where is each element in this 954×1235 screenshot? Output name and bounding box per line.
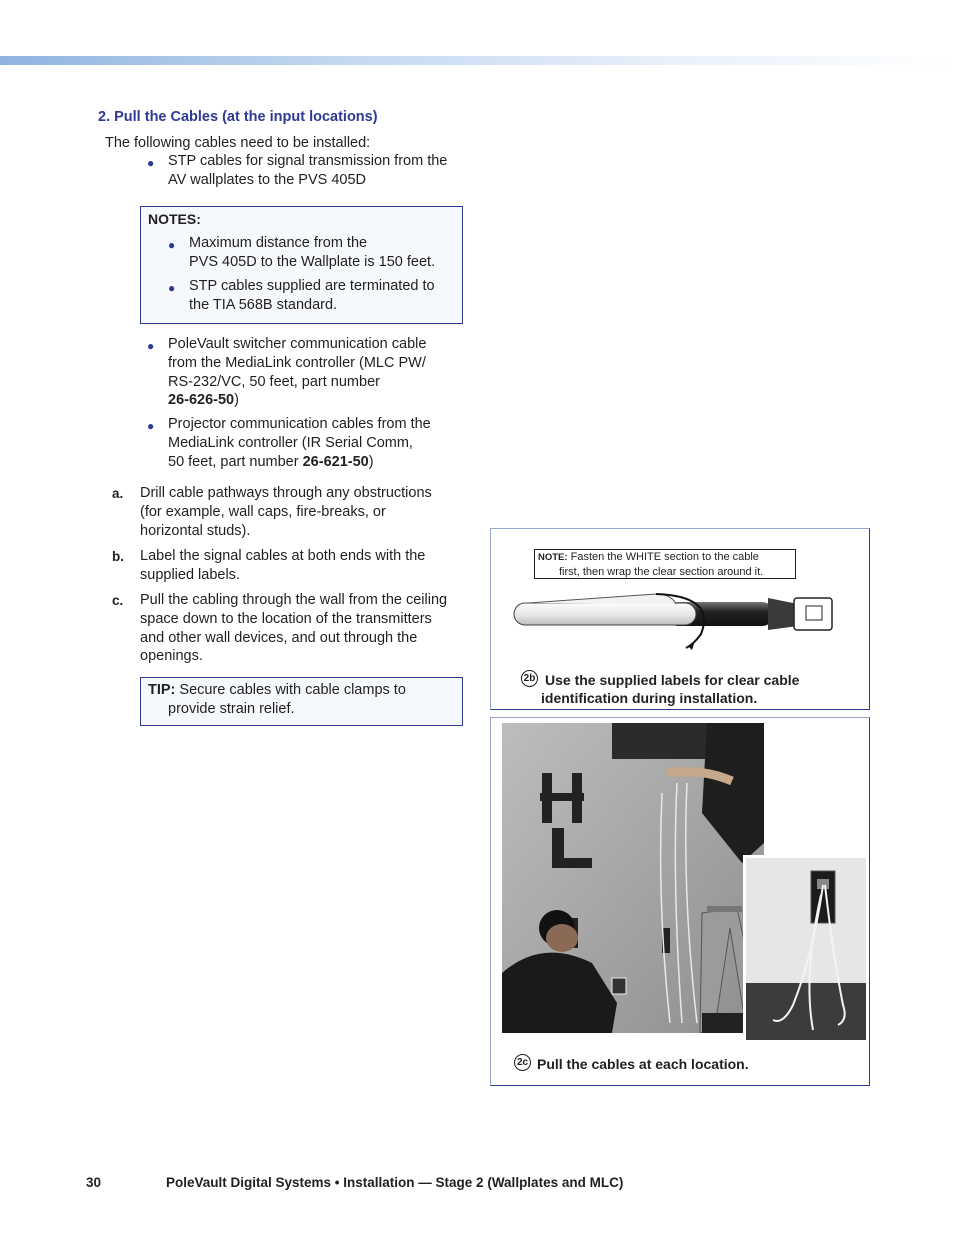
step-c-label: c. bbox=[112, 593, 124, 608]
bullet-icon: ● bbox=[168, 238, 176, 252]
figure-badge-2b: 2b bbox=[521, 670, 538, 687]
bullet-icon: ● bbox=[147, 419, 155, 433]
step-a-label: a. bbox=[112, 486, 124, 501]
bullet-stp-cables: STP cables for signal transmission from the AV wallplates to the PVS 405D bbox=[168, 153, 448, 188]
notes-box bbox=[140, 206, 463, 324]
figure-2b-caption: Use the supplied labels for clear cable identification during installation. bbox=[541, 672, 800, 706]
figure-2c-caption: Pull the cables at each location. bbox=[537, 1056, 749, 1072]
tip-box bbox=[140, 677, 463, 726]
note-tia-standard: STP cables supplied are terminated to the TIA 568B standard. bbox=[189, 278, 435, 313]
figure-note-box: NOTE: Fasten the WHITE section to the cable first, then wrap the clear section around it. bbox=[534, 549, 796, 579]
footer-title: PoleVault Digital Systems • Installation — Stage 2 (Wallplates and MLC) bbox=[166, 1175, 624, 1190]
bullet-mlc-cable: PoleVault switcher communication cable from the MediaLink controller (MLC PW/ RS-232/VC, 50 feet, part number 26-626-50) bbox=[168, 336, 427, 409]
figure-2c bbox=[490, 717, 870, 1086]
cable-label-illustration bbox=[506, 584, 856, 654]
part-number: 26-621-50 bbox=[302, 453, 369, 470]
step-b-text: Label the signal cables at both ends with the supplied labels. bbox=[140, 548, 426, 583]
installation-photo bbox=[502, 723, 764, 1033]
notes-title: NOTES: bbox=[148, 211, 201, 227]
tip-text: TIP: Secure cables with cable clamps to provide strain relief. bbox=[148, 682, 406, 717]
header-gradient-bar bbox=[0, 56, 954, 65]
section-heading: 2. Pull the Cables (at the input locations) bbox=[98, 109, 378, 125]
figure-2b bbox=[490, 528, 870, 710]
bullet-projector-cable: Projector communication cables from the MediaLink controller (IR Serial Comm, 50 feet, part number 26-621-50) bbox=[168, 416, 431, 470]
page-number: 30 bbox=[86, 1175, 102, 1190]
step-c-text: Pull the cabling through the wall from the ceiling space down to the location of the transmitters and other wall devices, and out through the openings. bbox=[140, 592, 448, 665]
bullet-icon: ● bbox=[147, 156, 155, 170]
note-max-distance: Maximum distance from the PVS 405D to the Wallplate is 150 feet. bbox=[189, 235, 436, 270]
wallplate-photo bbox=[743, 855, 869, 1043]
intro-text: The following cables need to be installed: bbox=[105, 135, 371, 151]
step-b-label: b. bbox=[112, 549, 124, 564]
bullet-icon: ● bbox=[147, 339, 155, 353]
bullet-icon: ● bbox=[168, 281, 176, 295]
figure-badge-2c: 2c bbox=[514, 1054, 531, 1071]
part-number: 26-626-50 bbox=[168, 392, 235, 409]
step-a-text: Drill cable pathways through any obstructions (for example, wall caps, fire-breaks, or horizontal studs). bbox=[140, 485, 432, 539]
